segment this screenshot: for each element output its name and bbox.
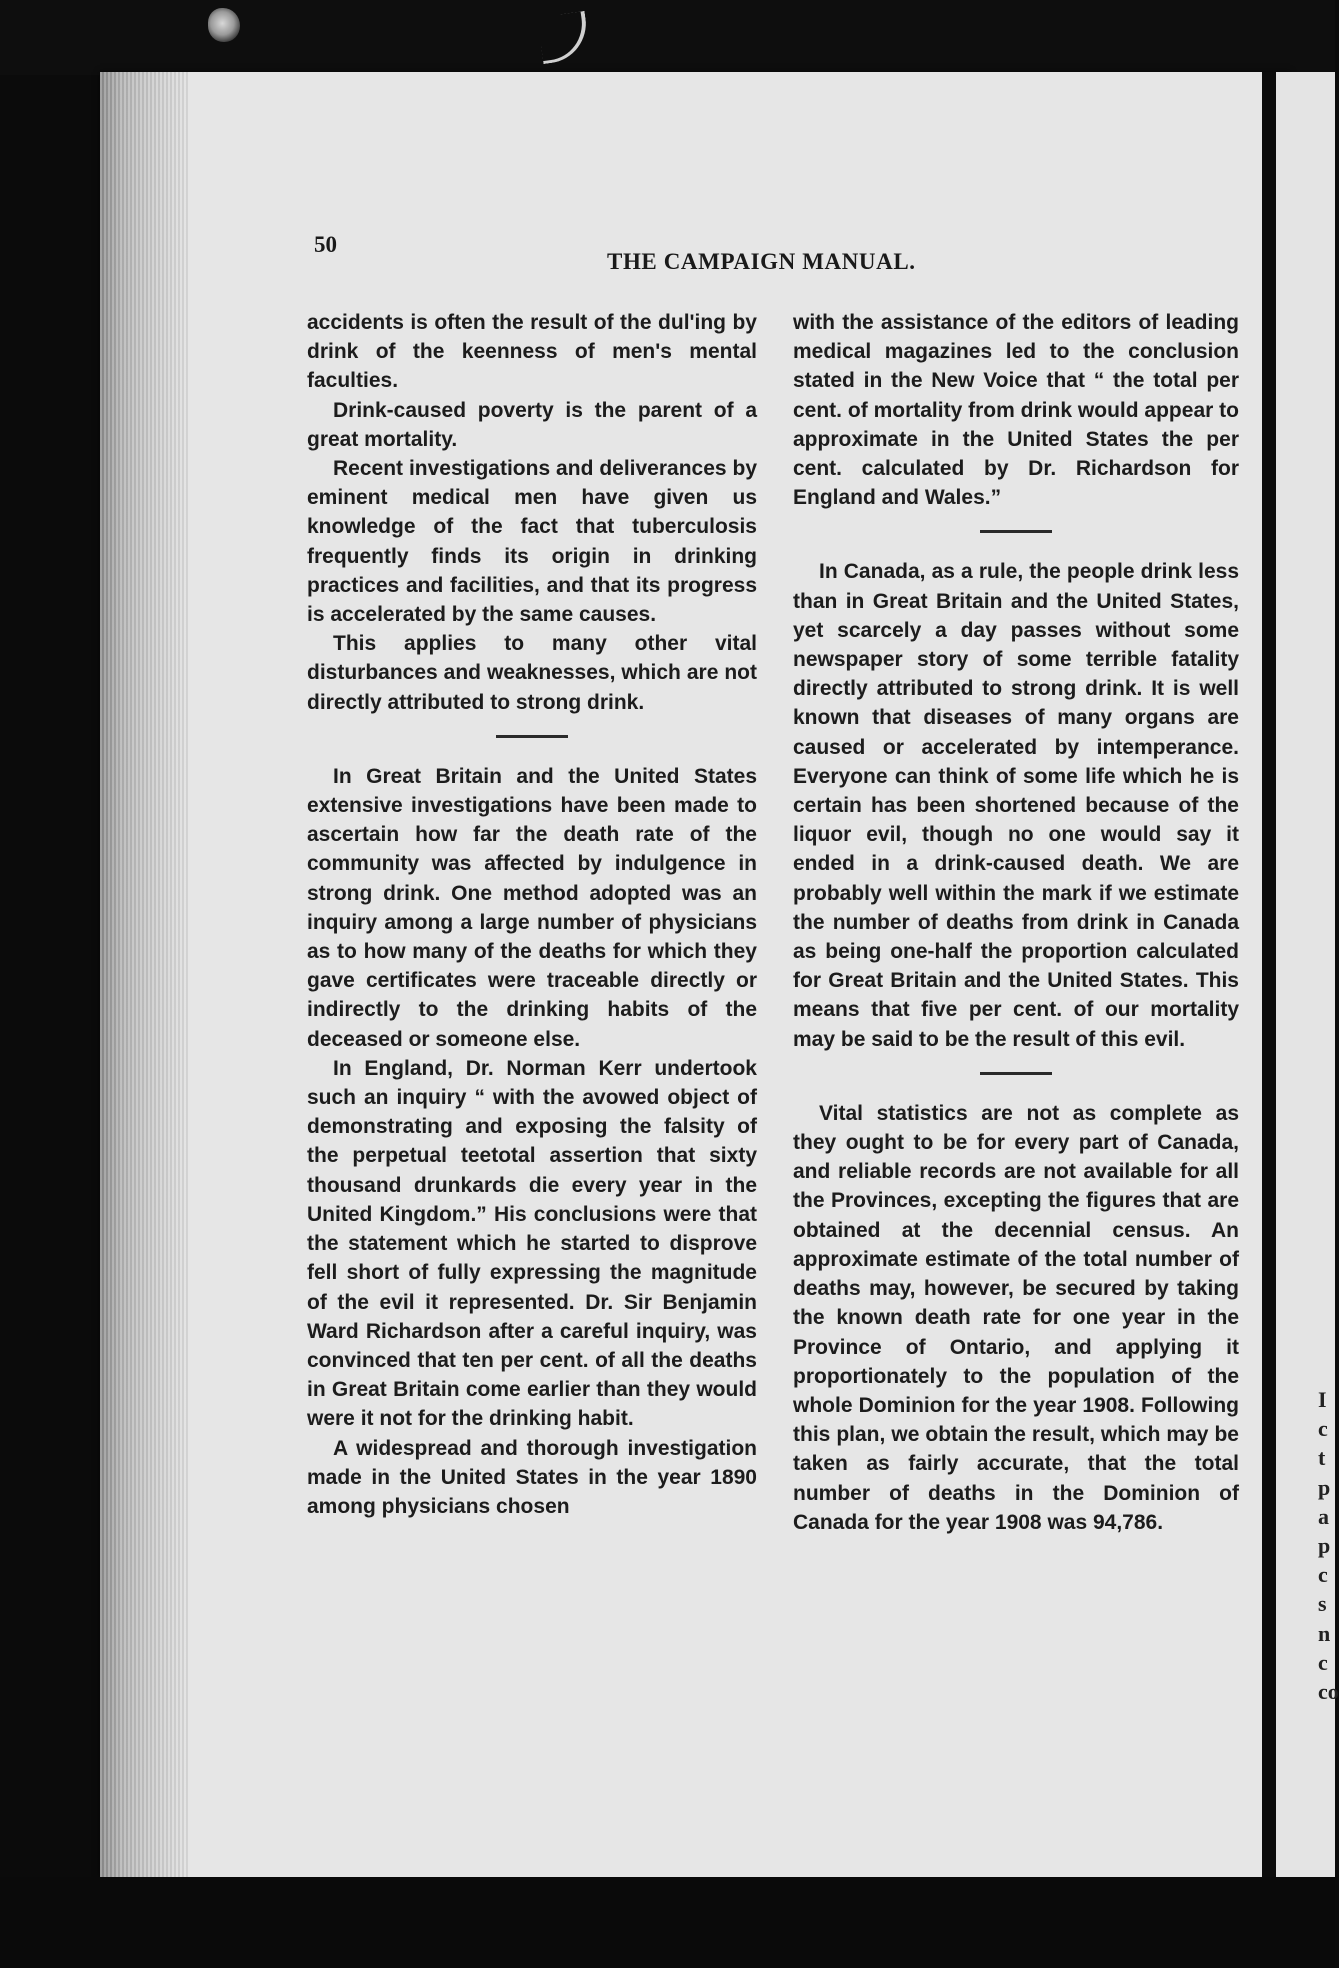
paragraph: This applies to many other vital disturbances and weaknesses, which are not directly attributed to strong drink. bbox=[307, 632, 757, 714]
next-page-char: c bbox=[1318, 1649, 1328, 1675]
left-column bbox=[307, 308, 757, 1521]
paragraph: In England, Dr. Norman Kerr undertook such an inquiry “ with the avowed object of demonstrating and exposing the falsity of the perpetual teetotal assertion that sixty thousand drunkards die every year in the United Kingdom.” His conclusions were that the statement which he started to disprove fell short of fully expressing the magnitude of the evil it represented. Dr. Sir Benjamin Ward Richardson after a careful inquiry, was convinced that ten per cent. of all the deaths in Great Britain come earlier than they would were it not for the drinking habit. bbox=[307, 1056, 757, 1431]
next-page-char: s bbox=[1318, 1591, 1327, 1617]
scan-artifact-blob bbox=[208, 8, 240, 42]
next-page-fragment bbox=[1318, 1385, 1338, 1706]
next-page-char: t bbox=[1318, 1445, 1326, 1471]
scan-bottom-margin bbox=[0, 1877, 1335, 1968]
section-divider bbox=[496, 735, 568, 738]
next-page-char: p bbox=[1318, 1532, 1331, 1558]
paragraph: with the assistance of the editors of leading medical magazines led to the conclusion stated in the New Voice that “ the total per cent. of mortality from drink would appear to approximate in the United States the per cent. calculated by Dr. Richardson for England and Wales.” bbox=[793, 311, 1239, 510]
next-page-char: p bbox=[1318, 1474, 1331, 1500]
page-number: 50 bbox=[314, 232, 337, 257]
running-title: THE CAMPAIGN MANUAL. bbox=[607, 249, 916, 274]
next-page-char: I bbox=[1318, 1387, 1327, 1412]
next-page-char: c bbox=[1318, 1562, 1328, 1588]
scan-top-margin bbox=[0, 0, 1335, 75]
paragraph: In Canada, as a rule, the people drink less than in Great Britain and the United States, yet scarcely a day passes without some newspaper story of some terrible fatality directly attributed to strong drink. It is well known that diseases of many organs are caused or accelerated by intemperance. Everyone can think of some life which he is certain has been shortened because of the liquor evil, though no one would say it ended in a drink-caused death. We are probably well within the mark if we estimate the number of deaths from drink in Canada as being one-half the proportion calculated for Great Britain and the United States. This means that five per cent. of our mortality may be said to be the result of this evil. bbox=[793, 560, 1239, 1051]
right-column bbox=[793, 308, 1239, 1537]
section-divider bbox=[980, 1072, 1052, 1075]
page-gutter-edge bbox=[100, 72, 188, 1877]
next-page-char: c bbox=[1318, 1416, 1328, 1442]
paragraph: accidents is often the result of the dul'ing by drink of the keenness of men's mental faculties. bbox=[307, 311, 757, 393]
paragraph: A widespread and thorough investigation made in the United States in the year 1890 among physicians chosen bbox=[307, 1436, 757, 1518]
paragraph: In Great Britain and the United States extensive investigations have been made to ascertain how far the death rate of the community was affected by indulgence in strong drink. One method adopted was an inquiry among a large number of physicians as to how many of the deaths for which they gave certificates were traceable directly or indirectly to the drinking habits of the deceased or someone else. bbox=[307, 764, 757, 1051]
next-page-char: a bbox=[1318, 1503, 1329, 1529]
paragraph: Vital statistics are not as complete as they ought to be for every part of Canada, and reliable records are not available for all the Provinces, excepting the figures that are obtained at the decennial census. An approximate estimate of the total number of deaths may, however, be secured by taking the known death rate for one year in the Province of Ontario, and applying it proportionately to the population of the whole Dominion for the year 1908. Following this plan, we obtain the result, which may be taken as fairly accurate, that the total number of deaths in the Dominion of Canada for the year 1908 was 94,786. bbox=[793, 1101, 1239, 1534]
page-header bbox=[314, 232, 990, 272]
paragraph: Drink-caused poverty is the parent of a great mortality. bbox=[307, 398, 757, 451]
section-divider bbox=[980, 530, 1052, 533]
paragraph: Recent investigations and deliverances by eminent medical men have given us knowledge of the fact that tuberculosis frequently finds its origin in drinking practices and facilities, and that its progress is accelerated by the same causes. bbox=[307, 457, 757, 627]
page-divider-strip bbox=[1262, 72, 1276, 1877]
next-page-char: n bbox=[1318, 1620, 1331, 1646]
next-page-char: co bbox=[1318, 1678, 1339, 1704]
